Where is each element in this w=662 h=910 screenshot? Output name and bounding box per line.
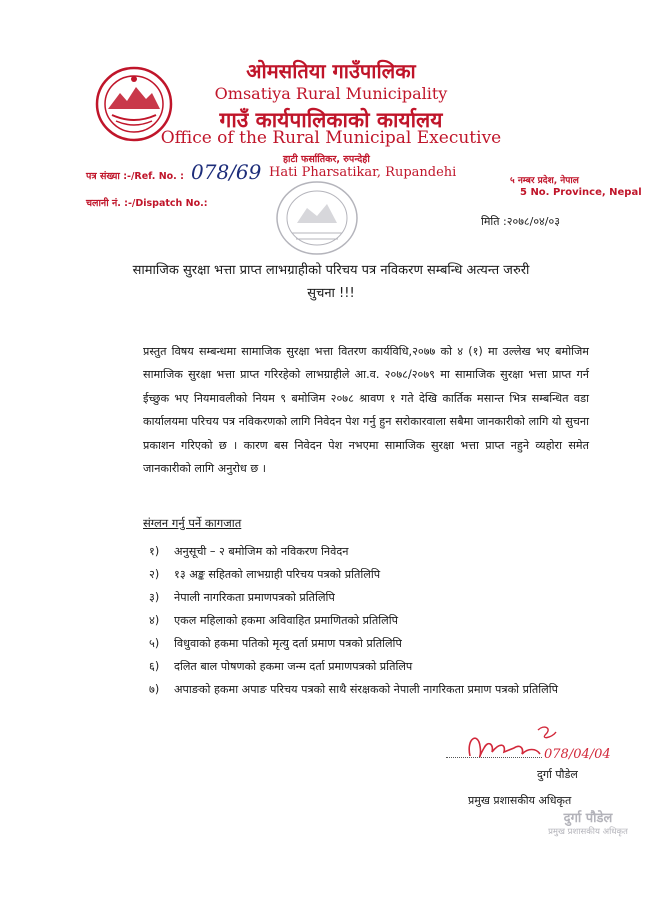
signature-line (446, 757, 542, 758)
ref-number: 078/69 (191, 160, 262, 184)
letter-date: मिति :२०७८/०४/०३ (481, 215, 560, 228)
handwritten-signature (448, 718, 618, 778)
stamp-name: दुर्गा पौडेल (563, 811, 613, 826)
list-item: २) १३ अङ्क सहितको लाभग्राही परिचय पत्रको प्रतिलिपि (149, 568, 381, 581)
ref-label: पत्र संख्या :-/Ref. No. : (86, 171, 184, 182)
list-item: ४) एकल महिलाको हकमा अविवाहित प्रमाणितको प्रतिलिपि (149, 614, 398, 627)
list-item: १) अनुसूची – २ बमोजिम को नविकरण निवेदन (149, 545, 349, 558)
attachments-list (149, 540, 594, 701)
list-item: ७) अपाङको हकमा अपाङ परिचय पत्रको साथै संरक्षकको नेपाली नागरिकता प्रमाण पत्रको प्रतिलिपि (149, 683, 558, 696)
province-english: 5 No. Province, Nepal (520, 187, 642, 198)
dispatch-label: चलानी नं. :-/Dispatch No.: (86, 198, 208, 209)
address-english: Hati Pharsatikar, Rupandehi (269, 165, 457, 180)
signatory-stamp (533, 808, 643, 837)
province-nepali: ५ नम्बर प्रदेश, नेपाल (510, 176, 579, 186)
signatory-name: दुर्गा पौडेल (537, 768, 578, 781)
list-item: ३) नेपाली नागरिकता प्रमाणपत्रको प्रतिलिपि (149, 591, 335, 604)
list-item: ६) दलित बाल पोषणको हकमा जन्म दर्ता प्रमाणपत्रको प्रतिलिप (149, 660, 413, 673)
office-name-english: Office of the Rural Municipal Executive (160, 128, 502, 148)
office-seal-stamp (272, 178, 362, 258)
address-nepali: हाटी फर्सातिकर, रुपन्देही (283, 154, 370, 165)
notice-body: प्रस्तुत विषय सम्बन्धमा सामाजिक सुरक्षा भत्ता वितरण कार्यविधि,२०७७ को ४ (१) मा उल्लेख भए बमोजिम सामाजिक सुरक्षा भत्ता प्राप्त गरिरहेको लाभग्राहीले आ.व. २०७८/२०७९ मा सामाजिक सुरक्षा भत्ता प्राप्त गर्न ईच्छुक भए नियमावलीको नियम ९ बमोजिम २०७८ श्रावण १ गते देखि कार्तिक मसान्त भित्र सम्बन्धित वडा कार्यालयमा परिचय पत्र नविकरणको लागि निवेदन पेश गर्नु हुन सरोकारवाला सबैमा जानकारीको लागि यो सुचना प्रकाशन गरिएको छ । कारण बस निवेदन पेश नभएमा सामाजिक सुरक्षा भत्ता प्राप्त नहुने व्यहोरा समेत जानकारीको लागि अनुरोध छ । (143, 345, 589, 476)
subject-line-2: सुचना !!! (307, 286, 355, 301)
list-item: ५) विधुवाको हकमा पतिको मृत्यु दर्ता प्रमाण पत्रको प्रतिलिपि (149, 637, 402, 650)
stamp-designation: प्रमुख प्रशासकीय अधिकृत (548, 827, 628, 837)
attachments-heading: संग्लन गर्नु पर्ने कागजात (143, 516, 242, 530)
signatory-designation: प्रमुख प्रशासकीय अधिकृत (468, 794, 572, 807)
signature-date: 078/04/04 (544, 747, 611, 762)
subject-line-1: सामाजिक सुरक्षा भत्ता प्राप्त लाभग्राहीको परिचय पत्र नविकरण सम्बन्धि अत्यन्त जरुरी (132, 263, 530, 278)
municipality-name-english: Omsatiya Rural Municipality (214, 84, 448, 103)
office-name-nepali: गाउँ कार्यपालिकाको कार्यालय (219, 108, 443, 132)
municipality-name-nepali: ओमसतिया गाउँपालिका (246, 59, 416, 83)
